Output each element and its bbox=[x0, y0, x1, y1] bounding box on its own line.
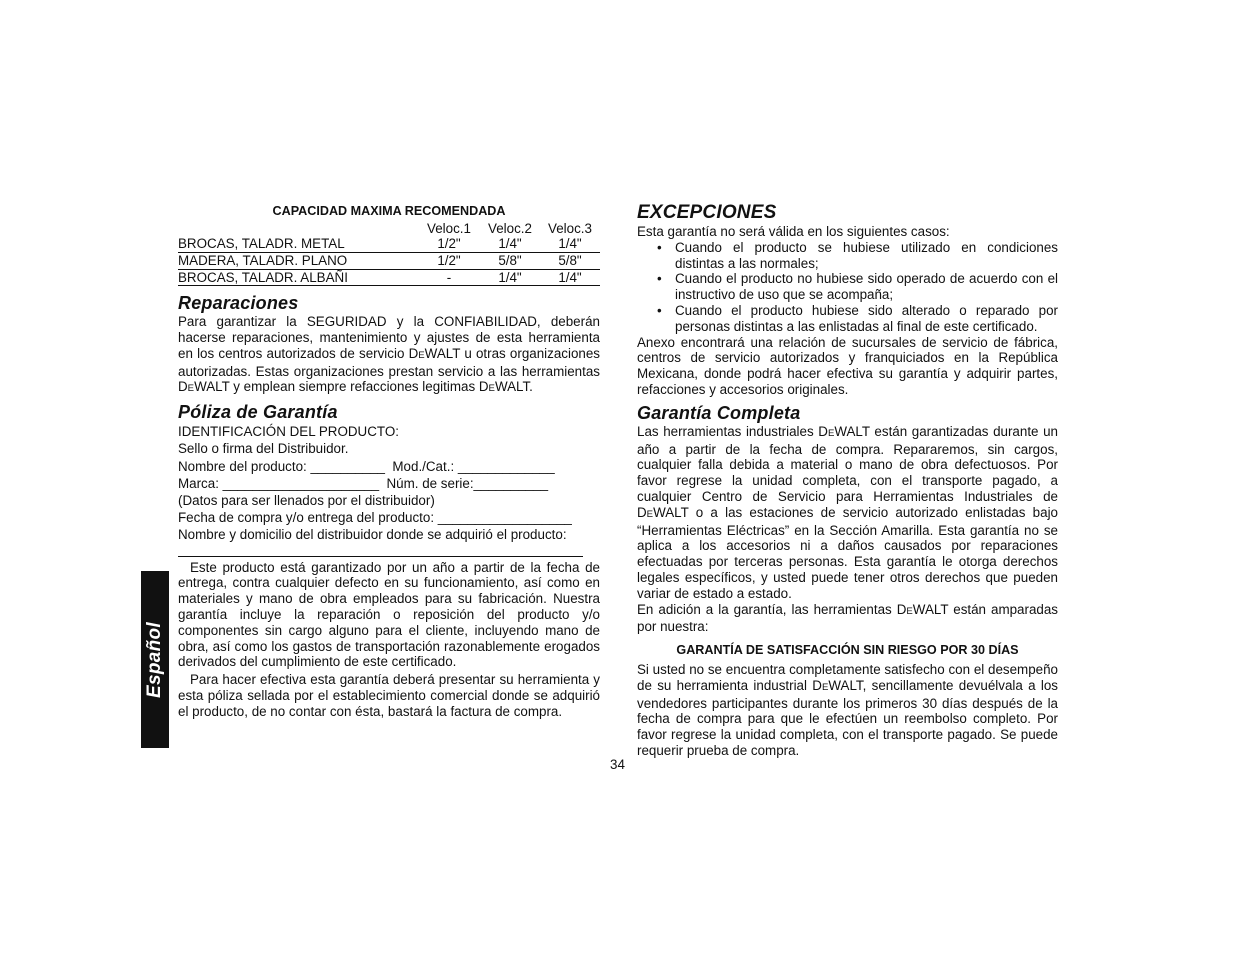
row-value: 1/2" bbox=[418, 252, 480, 269]
excepciones-heading: EXCEPCIONES bbox=[637, 202, 777, 223]
row-label: BROCAS, TALADR. METAL bbox=[178, 236, 418, 252]
satisfaccion-heading: GARANTÍA DE SATISFACCIÓN SIN RIESGO POR 30 DÍAS bbox=[676, 643, 1019, 658]
form-line: (Datos para ser llenados por el distribuidor) bbox=[178, 492, 435, 508]
row-value: 5/8" bbox=[480, 252, 540, 269]
poliza-heading: Póliza de Garantía bbox=[178, 402, 338, 423]
row-value: 5/8" bbox=[540, 252, 600, 269]
row-value: 1/4" bbox=[540, 269, 600, 286]
language-tab-label: Español bbox=[144, 621, 165, 698]
table-row bbox=[178, 252, 600, 269]
form-line: Nombre del producto: __________ Mod./Cat.: _____________ bbox=[178, 458, 555, 474]
table-row bbox=[178, 236, 600, 252]
reparaciones-text: Para garantizar la SEGURIDAD y la CONFIABILIDAD, deberán hacerse reparaciones, mantenimiento y ajustes de esta herramienta en los centros autorizados de servicio DEWALT u otras organizaciones autorizadas. Estas organizaciones prestan servicio a las herramientas DEWALT y emplean siempre refacciones legitimas DEWALT. bbox=[178, 314, 600, 395]
left-column bbox=[178, 200, 600, 720]
form-line: Marca: _____________________ Núm. de serie:__________ bbox=[178, 475, 549, 491]
row-value: 1/4" bbox=[480, 269, 540, 286]
poliza-paragraph-2: Para hacer efectiva esta garantía deberá presentar su herramienta y esta póliza sellada por el establecimiento comercial donde se adquirió el producto, de no contar con ésta, bastará la factura de compra. bbox=[178, 672, 600, 719]
excepciones-list bbox=[637, 240, 1058, 335]
table-row bbox=[178, 269, 600, 286]
excepciones-intro: Esta garantía no será válida en los siguientes casos: bbox=[637, 224, 950, 239]
form-line: IDENTIFICACIÓN DEL PRODUCTO: bbox=[178, 424, 399, 440]
reparaciones-heading: Reparaciones bbox=[178, 293, 299, 314]
list-item: • Cuando el producto hubiese sido alterado o reparado por personas distintas a las enlistadas al final de este certificado. bbox=[637, 303, 1058, 335]
right-column bbox=[637, 200, 1058, 759]
form-line: Nombre y domicilio del distribuidor donde se adquirió el producto: bbox=[178, 527, 567, 543]
row-label: MADERA, TALADR. PLANO bbox=[178, 252, 418, 269]
divider bbox=[178, 556, 583, 557]
form-line: Fecha de compra y/o entrega del producto: __________________ bbox=[178, 510, 572, 526]
row-value: - bbox=[418, 269, 480, 286]
completa-heading: Garantía Completa bbox=[637, 402, 801, 423]
page-number: 34 bbox=[610, 757, 625, 772]
completa-text: Las herramientas industriales DEWALT están garantizadas durante un año a partir de la fecha de compra. Repararemos, sin cargos, cualquier falla debida a material o mano de obra defectuosos. Por favor regrese la unidad completa, con el transporte pagado, a cualquier Centro de Servicio para Herramientas Industriales de DEWALT o a las estaciones de servicio autorizado enlistadas bajo “Herramientas Eléctricas” en la Sección Amarilla. Esta garantía no se aplica a los accesorios ni a daños causados por reparaciones efectuadas por terceras personas. Esta garantía le otorga derechos legales específicos, y usted puede tener otros derechos que pueden variar de estado a estado. bbox=[637, 423, 1058, 601]
excepciones-annex: Anexo encontrará una relación de sucursales de servicio de fábrica, centros de servicio autorizados y franquiciados en la República Mexicana, donde podrá hacer efectiva su garantía y adquirir partes, refacciones y accesorios originales. bbox=[637, 334, 1058, 397]
completa-addition: En adición a la garantía, las herramientas DEWALT están amparadas por nuestra: bbox=[637, 601, 1058, 635]
capacity-header-row bbox=[178, 221, 600, 237]
satisfaccion-text: Si usted no se encuentra completamente satisfecho con el desempeño de su herramienta industrial DEWALT, sencillamente devuélvala a los vendedores participantes durante los primeros 30 días después de la fecha de compra para que le efectúen un reembolso completo. Por favor regrese la unidad completa, con el transporte pagado. Se puede requerir prueba de compra. bbox=[637, 661, 1058, 758]
capacity-title: CAPACIDAD MAXIMA RECOMENDADA bbox=[272, 204, 506, 218]
form-line: Sello o firma del Distribuidor. bbox=[178, 441, 349, 457]
row-value: 1/4" bbox=[540, 236, 600, 252]
poliza-paragraph-1: Este producto está garantizado por un año a partir de la fecha de entrega, contra cualquier defecto en su funcionamiento, así como en materiales y mano de obra empleados para su fabricación. Nuestra garantía incluye la reparación o reposición del producto y/o componentes sin cargo alguno para el cliente, incluyendo mano de obra, así como los gastos de transportación razonablemente erogados derivados del cumplimiento de este certificado. bbox=[178, 559, 600, 670]
list-item: • Cuando el producto no hubiese sido operado de acuerdo con el instructivo de uso que se acompaña; bbox=[637, 271, 1058, 303]
row-label: BROCAS, TALADR. ALBAÑI bbox=[178, 269, 418, 286]
language-tab bbox=[141, 571, 169, 748]
capacity-table bbox=[178, 221, 600, 286]
header-veloc3: Veloc.3 bbox=[548, 220, 592, 236]
header-veloc1: Veloc.1 bbox=[427, 220, 471, 236]
row-value: 1/2" bbox=[418, 236, 480, 252]
row-value: 1/4" bbox=[480, 236, 540, 252]
header-veloc2: Veloc.2 bbox=[488, 220, 532, 236]
list-item: • Cuando el producto se hubiese utilizado en condiciones distintas a las normales; bbox=[637, 240, 1058, 272]
